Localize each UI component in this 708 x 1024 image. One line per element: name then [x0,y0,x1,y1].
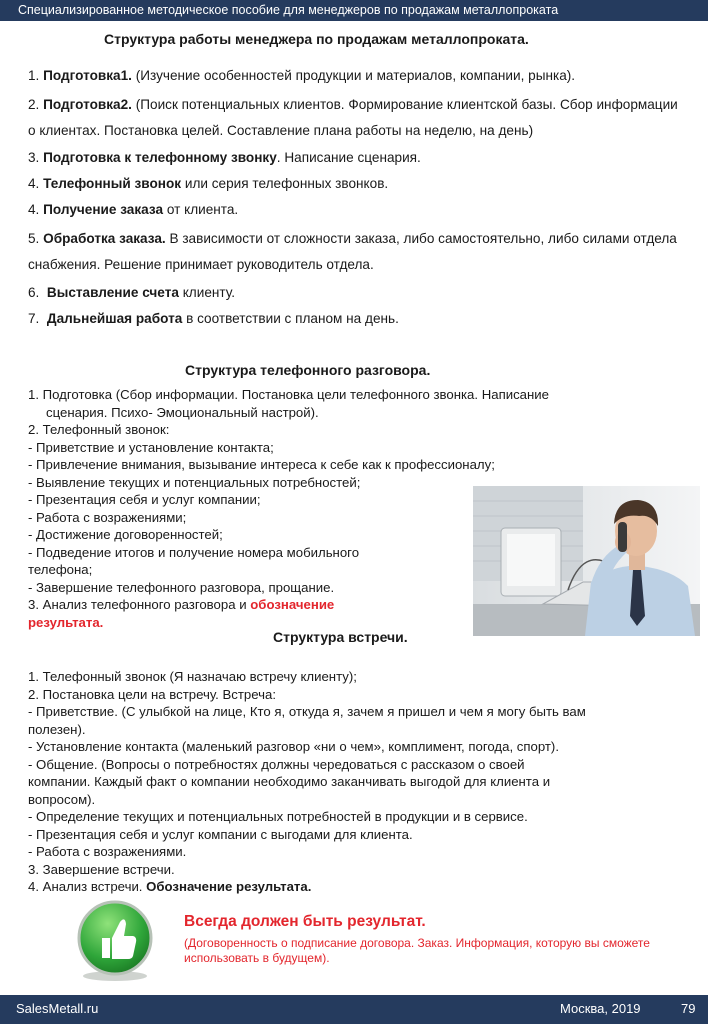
list-item: - Презентация себя и услуг компании; [28,492,261,507]
list-item: 1. Подготовка1. (Изучение особенностей продукции и материалов, компании, рынка). [28,68,576,83]
list-item: - Общение. (Вопросы о потребностях должны чередоваться с рассказом о своей [28,756,525,772]
list-item: 7. Дальнейшая работа в соответствии с планом на день. [28,311,399,326]
header-title: Специализированное методическое пособие для менеджеров по продажам металлопроката [18,3,559,17]
list-item: - Работа с возражениями; [28,509,187,525]
list-item: - Достижение договоренностей; [28,527,223,542]
result-subtext: (Договоренность о подписание договора. Заказ. Информация, которую вы сможете использовать в будущем). [184,936,650,965]
list-item: 2. Подготовка2. (Поиск потенциальных клиентов. Формирование клиентской базы. Сбор информации о клиентах. Постановка целей. Составление плана работы на неделю, на день) [28,97,678,138]
footer-city-year: Москва, 2019 [560,1001,641,1016]
page-number: 79 [681,1001,696,1016]
list-item: - Приветствие. (С улыбкой на лице, Кто я, откуда я, зачем я пришел и чем я могу быть вам [28,704,586,719]
section1-list [28,66,688,329]
result-heading: Всегда должен быть результат. [184,913,426,930]
header-bar [0,0,708,21]
result-label: результата. [28,614,104,630]
list-item: - Определение текущих и потенциальных потребностей в продукции и в сервисе. [28,809,528,824]
footer-bar [0,995,708,1024]
list-item: - Презентация себя и услуг компании с выгодами для клиента. [28,826,413,842]
list-item: - Работа с возражениями. [28,844,187,859]
list-item: - Приветствие и установление контакта; [28,439,274,455]
list-item: - Подведение итогов и получение номера мобильного [28,544,360,560]
list-item: 4. Телефонный звонок или серия телефонных звонков. [28,176,389,191]
section3-title: Структура встречи. [273,629,408,645]
text-line: 2. Телефонный звонок: [28,422,170,437]
list-item: 4. Получение заказа от клиента. [28,202,239,217]
thumbs-up-icon [70,898,160,982]
section3-body [28,668,688,896]
text-line: вопросом). [28,791,96,807]
list-item: 6. Выставление счета клиенту. [28,285,235,300]
list-item: - Привлечение внимания, вызывание интереса к себе как к профессионалу; [28,457,495,472]
section2-title: Структура телефонного разговора. [185,362,431,378]
text-line: сценария. Психо- Эмоциональный настрой). [46,404,319,420]
text-line: 4. Анализ встречи. Обозначение результата. [28,879,312,894]
text-line: 1. Подготовка (Сбор информации. Постановка цели телефонного звонка. Написание [28,387,549,402]
text-line: 1. Телефонный звонок (Я назначаю встречу клиенту); [28,669,357,684]
section1-title: Структура работы менеджера по продажам металлопроката. [104,31,529,47]
text-line: 3. Завершение встречи. [28,861,175,877]
list-item: телефона; [28,562,93,577]
list-item: 5. Обработка заказа. В зависимости от сложности заказа, либо самостоятельно, либо силами отдела снабжения. Решение принимает руководитель отдела. [28,231,677,272]
businessman-phone-photo [473,486,700,636]
text-line: полезен). [28,721,86,737]
text-line: компании. Каждый факт о компании необходимо заканчивать выгодой для клиента и [28,774,551,789]
list-item: - Установление контакта (маленький разговор «ни о чем», комплимент, погода, спорт). [28,739,559,754]
list-item: - Завершение телефонного разговора, прощание. [28,579,335,595]
text-line: 3. Анализ телефонного разговора и обозначение [28,597,335,612]
text-line: 2. Постановка цели на встречу. Встреча: [28,686,277,702]
list-item: 3. Подготовка к телефонному звонку. Написание сценария. [28,150,421,165]
footer-site: SalesMetall.ru [16,1001,99,1016]
list-item: - Выявление текущих и потенциальных потребностей; [28,474,361,490]
